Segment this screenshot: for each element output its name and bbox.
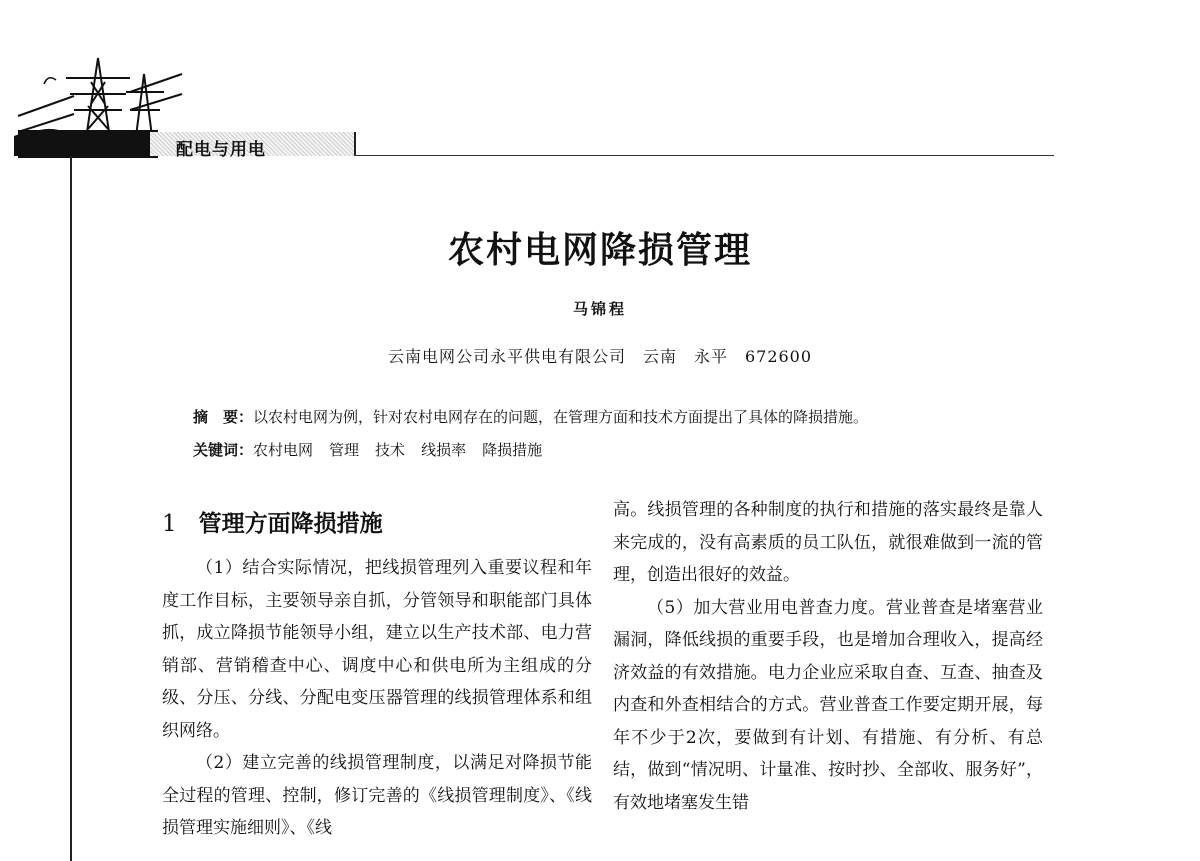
keywords-label: 关键词： (193, 441, 254, 459)
article-title: 农村电网降损管理 (447, 230, 752, 271)
section-title: 管理方面降损措施 (198, 511, 383, 537)
abstract (193, 406, 868, 427)
body-paragraph: 高。线损管理的各种制度的执行和措施的落实最终是靠人来完成的，没有高素质的员工队伍，就很难做到一流的管理，创造出很好的效益。 (613, 500, 1043, 585)
keyword: 降损措施 (482, 441, 543, 459)
section-number: 1 (162, 511, 177, 537)
body-column-right (613, 494, 1043, 819)
abstract-text: 以农村电网为例，针对农村电网存在的问题，在管理方面和技术方面提出了具体的降损措施。 (253, 408, 869, 426)
author-affiliation: 云南电网公司永平供电有限公司 云南 永平 672600 (387, 347, 813, 366)
section-tab (150, 132, 356, 160)
body-paragraph: （1）结合实际情况，把线损管理列入重要议程和年度工作目标，主要领导亲自抓，分管领导和职能部门具体抓，成立降损节能领导小组，建立以生产技术部、电力营销部、营销稽查中心、调度中心和供电所为主组成的分级、分压、分线、分配电变压器管理的线损管理体系和组织网络。 (162, 558, 592, 741)
section-label: 配电与用电 (176, 140, 266, 160)
body-column-left (162, 494, 592, 845)
body-paragraph: （2）建立完善的线损管理制度，以满足对降损节能全过程的管理、控制，修订完善的《线损管理制度》、《线损管理实施细则》、《线 (162, 753, 592, 838)
keyword: 线损率 (421, 441, 467, 459)
keywords (193, 439, 558, 460)
keyword: 农村电网 (253, 441, 314, 459)
header-rule (354, 155, 1054, 156)
keyword: 管理 (329, 441, 360, 459)
author-name: 马锦程 (572, 300, 627, 318)
section-banner-block (18, 130, 158, 158)
keyword: 技术 (375, 441, 406, 459)
section-heading (162, 504, 592, 544)
abstract-label: 摘 要： (193, 408, 254, 426)
body-paragraph: （5）加大营业用电普查力度。营业普查是堵塞营业漏洞，降低线损的重要手段，也是增加合理收入，提高经济效益的有效措施。电力企业应采取自查、互查、抽查及内查和外查相结合的方式。营业普查工作要定期开展，每年不少于2次，要做到有计划、有措施、有分析、有总结，做到“情况明、计量准、按时抄、全部收、服务好”，有效地堵塞发生错 (613, 597, 1043, 813)
